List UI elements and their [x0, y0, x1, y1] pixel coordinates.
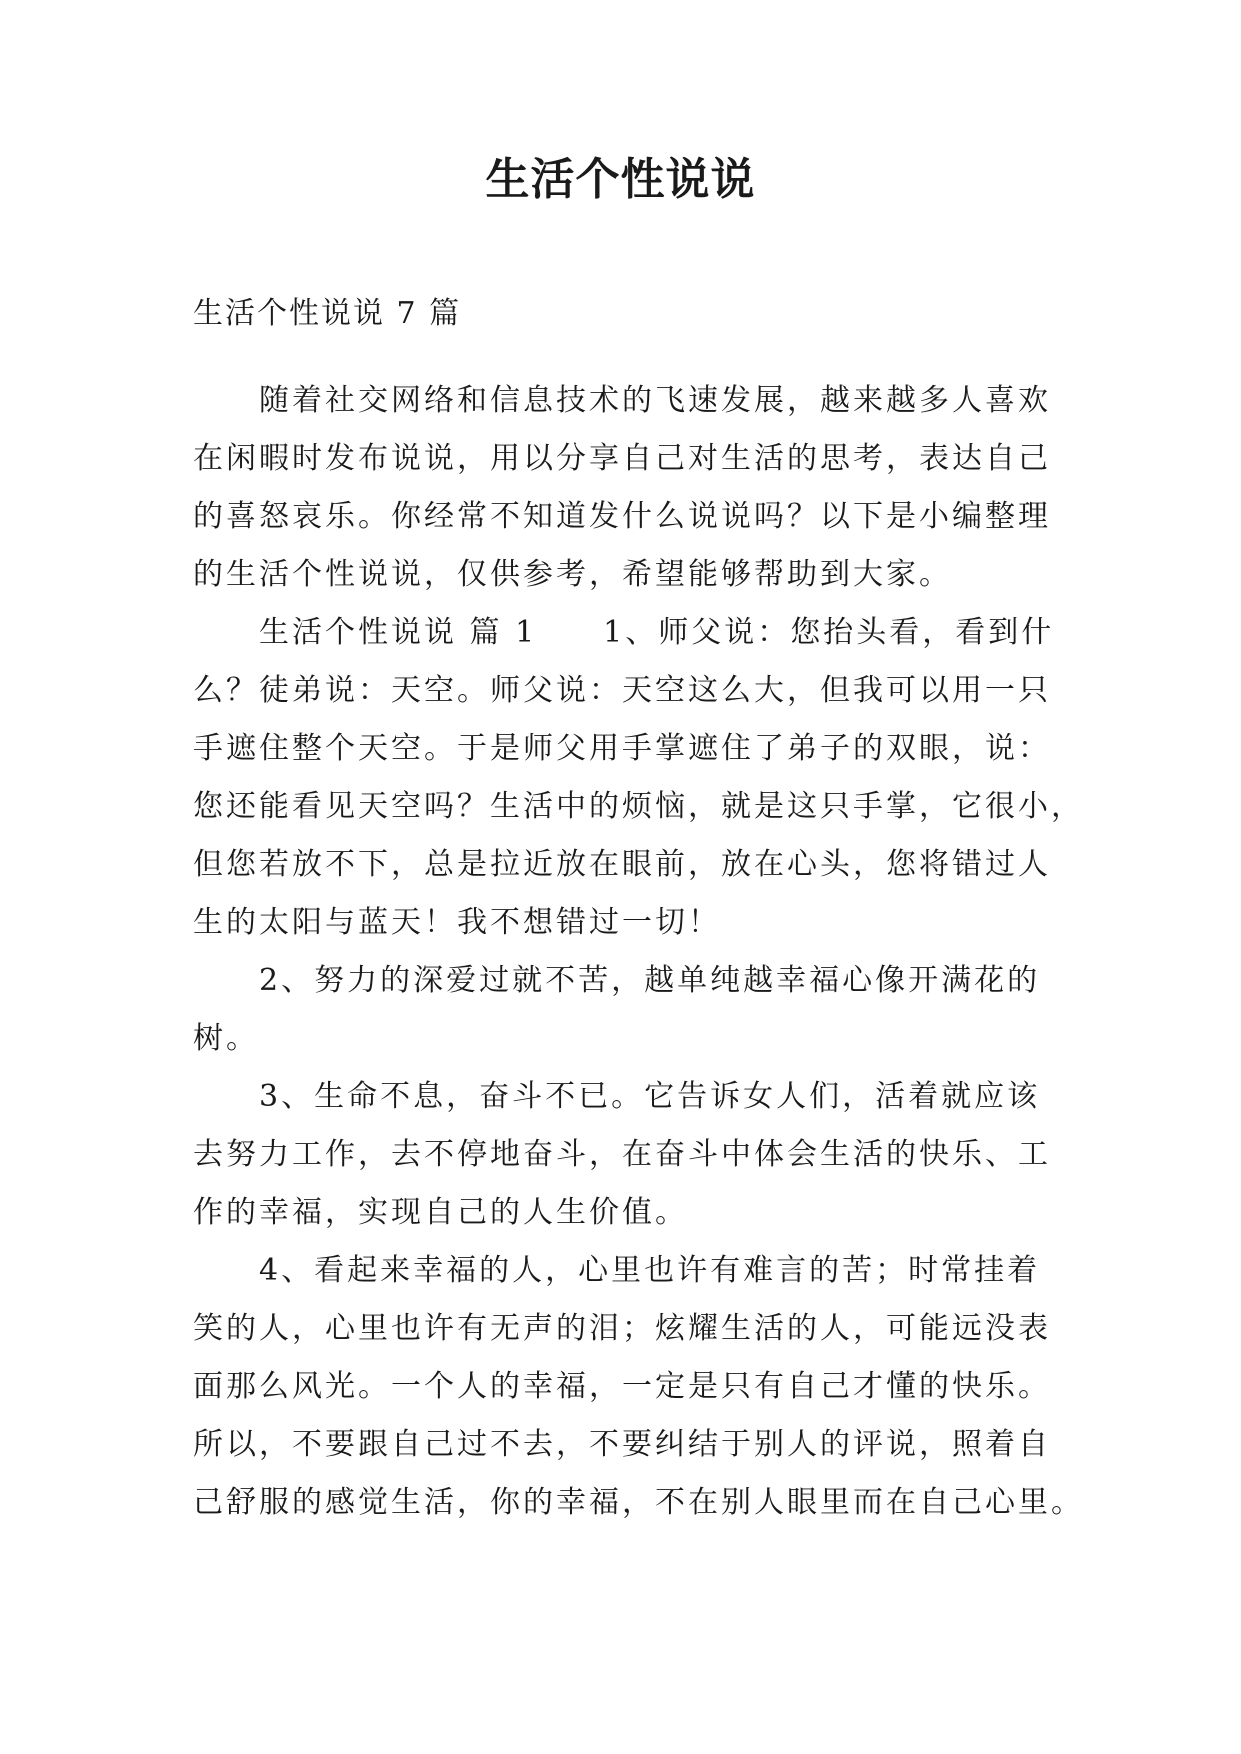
paragraph-line: 笑的人，心里也许有无声的泪；炫耀生活的人，可能远没表 — [193, 1311, 1051, 1346]
paragraph-line: 的喜怒哀乐。你经常不知道发什么说说吗？以下是小编整理 — [193, 499, 1051, 534]
paragraph-line: 作的幸福，实现自己的人生价值。 — [193, 1195, 688, 1230]
paragraph-line: 2、努力的深爱过就不苦，越单纯越幸福心像开满花的 — [193, 963, 1041, 998]
quote-paragraph-2 — [193, 952, 1073, 1068]
paragraph-line: 4、看起来幸福的人，心里也许有难言的苦；时常挂着 — [193, 1253, 1041, 1288]
paragraph-line: 生的太阳与蓝天！我不想错过一切！ — [193, 905, 721, 940]
paragraph-line: 所以，不要跟自己过不去，不要纠结于别人的评说，照着自 — [193, 1427, 1051, 1462]
paragraph-line: 的生活个性说说，仅供参考，希望能够帮助到大家。 — [193, 557, 952, 592]
paragraph-line: 手遮住整个天空。于是师父用手掌遮住了弟子的双眼，说： — [193, 731, 1051, 766]
paragraph-line: 3、生命不息，奋斗不已。它告诉女人们，活着就应该 — [193, 1079, 1041, 1114]
document-subtitle: 生活个性说说 7 篇 — [193, 296, 462, 331]
paragraph-line: 您还能看见天空吗？生活中的烦恼，就是这只手掌，它很小， — [193, 789, 1084, 824]
paragraph-line: 但您若放不下，总是拉近放在眼前，放在心头，您将错过人 — [193, 847, 1051, 882]
paragraph-line: 己舒服的感觉生活，你的幸福，不在别人眼里而在自己心里。 — [193, 1485, 1084, 1520]
paragraph-line: 去努力工作，去不停地奋斗，在奋斗中体会生活的快乐、工 — [193, 1137, 1051, 1172]
paragraph-line: 随着社交网络和信息技术的飞速发展，越来越多人喜欢 — [193, 383, 1051, 418]
paragraph-line: 在闲暇时发布说说，用以分享自己对生活的思考，表达自己 — [193, 441, 1051, 476]
paragraph-line: 么？徒弟说：天空。师父说：天空这么大，但我可以用一只 — [193, 673, 1051, 708]
paragraph-line: 面那么风光。一个人的幸福，一定是只有自己才懂的快乐。 — [193, 1369, 1051, 1404]
document-title: 生活个性说说 — [485, 154, 756, 205]
quote-paragraph-3 — [193, 1068, 1073, 1242]
intro-paragraph — [193, 372, 1073, 604]
quote-paragraph-1 — [193, 604, 1084, 952]
paragraph-line: 树。 — [193, 1021, 259, 1056]
quote-paragraph-4 — [193, 1242, 1084, 1532]
paragraph-line: 生活个性说说 篇 1 1、师父说：您抬头看，看到什 — [193, 615, 1055, 650]
